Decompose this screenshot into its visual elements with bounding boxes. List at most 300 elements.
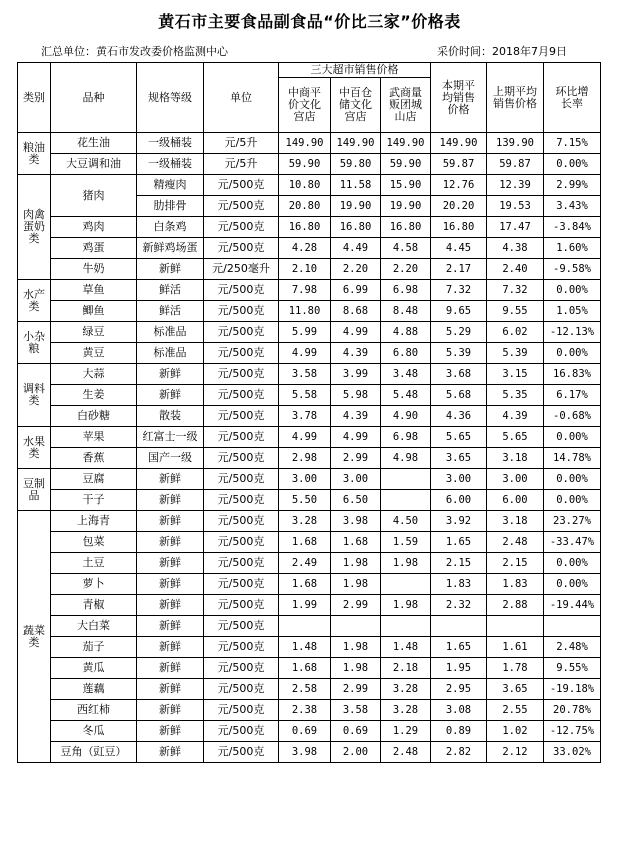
- store1-price: 1.68: [279, 658, 331, 679]
- item-cell: 苹果: [51, 427, 137, 448]
- store1-price: 59.90: [279, 154, 331, 175]
- store2-price: 6.99: [331, 280, 381, 301]
- previous-avg: 6.00: [487, 490, 544, 511]
- current-avg: 5.68: [431, 385, 487, 406]
- store3-price: 4.50: [381, 511, 431, 532]
- spec-cell: 一级桶装: [137, 154, 204, 175]
- current-avg: 7.32: [431, 280, 487, 301]
- store2-price: 1.98: [331, 574, 381, 595]
- previous-avg: 6.02: [487, 322, 544, 343]
- current-avg: 16.80: [431, 217, 487, 238]
- store3-price: [381, 574, 431, 595]
- previous-avg: 139.90: [487, 133, 544, 154]
- current-avg: 3.00: [431, 469, 487, 490]
- unit-cell: 元/5升: [204, 133, 279, 154]
- store3-price: 2.18: [381, 658, 431, 679]
- unit-cell: 元/500克: [204, 553, 279, 574]
- unit-cell: 元/500克: [204, 217, 279, 238]
- store3-price: 15.90: [381, 175, 431, 196]
- store3-price: 1.59: [381, 532, 431, 553]
- unit-cell: 元/500克: [204, 196, 279, 217]
- item-cell: 莲藕: [51, 679, 137, 700]
- spec-cell: 标准品: [137, 322, 204, 343]
- unit-cell: 元/500克: [204, 595, 279, 616]
- change-rate: 0.00%: [544, 427, 601, 448]
- store1-price: 5.99: [279, 322, 331, 343]
- spec-cell: 新鲜鸡场蛋: [137, 238, 204, 259]
- spec-cell: 国产一级: [137, 448, 204, 469]
- unit-cell: 元/500克: [204, 700, 279, 721]
- header-unit: 单位: [204, 63, 279, 133]
- change-rate: -19.44%: [544, 595, 601, 616]
- store1-price: 0.69: [279, 721, 331, 742]
- store2-price: 3.98: [331, 511, 381, 532]
- previous-avg: 59.87: [487, 154, 544, 175]
- store3-price: 2.20: [381, 259, 431, 280]
- unit-cell: 元/500克: [204, 532, 279, 553]
- item-cell: 黄瓜: [51, 658, 137, 679]
- table-row: [18, 133, 601, 154]
- current-avg: 12.76: [431, 175, 487, 196]
- spec-cell: 新鲜: [137, 616, 204, 637]
- table-row: [18, 301, 601, 322]
- change-rate: 20.78%: [544, 700, 601, 721]
- change-rate: -12.75%: [544, 721, 601, 742]
- previous-avg: 5.35: [487, 385, 544, 406]
- store3-price: 1.29: [381, 721, 431, 742]
- spec-cell: 新鲜: [137, 679, 204, 700]
- table-row: [18, 742, 601, 763]
- store1-price: 2.98: [279, 448, 331, 469]
- previous-avg: 2.12: [487, 742, 544, 763]
- change-rate: 0.00%: [544, 553, 601, 574]
- store3-price: 3.28: [381, 679, 431, 700]
- store3-price: 8.48: [381, 301, 431, 322]
- current-avg: 6.00: [431, 490, 487, 511]
- previous-avg: 2.15: [487, 553, 544, 574]
- current-avg: 5.29: [431, 322, 487, 343]
- item-cell: 萝卜: [51, 574, 137, 595]
- header-change: 环比增长率: [544, 63, 601, 133]
- header-current-avg: 本期平均销售价格: [431, 63, 487, 133]
- unit-cell: 元/500克: [204, 721, 279, 742]
- store3-price: 4.88: [381, 322, 431, 343]
- store2-price: 2.00: [331, 742, 381, 763]
- table-row: [18, 217, 601, 238]
- item-cell: 黄豆: [51, 343, 137, 364]
- current-avg: 2.95: [431, 679, 487, 700]
- change-rate: 7.15%: [544, 133, 601, 154]
- price-table: [17, 62, 601, 763]
- unit-cell: 元/500克: [204, 490, 279, 511]
- current-avg: [431, 616, 487, 637]
- previous-avg: [487, 616, 544, 637]
- previous-avg: 3.18: [487, 448, 544, 469]
- header-item: 品种: [51, 63, 137, 133]
- store2-price: 3.58: [331, 700, 381, 721]
- item-cell: 香蕉: [51, 448, 137, 469]
- change-rate: 2.48%: [544, 637, 601, 658]
- store2-price: 4.49: [331, 238, 381, 259]
- previous-avg: 5.39: [487, 343, 544, 364]
- store1-price: 3.98: [279, 742, 331, 763]
- store2-price: 1.98: [331, 637, 381, 658]
- unit-cell: 元/500克: [204, 679, 279, 700]
- spec-cell: 鲜活: [137, 301, 204, 322]
- previous-avg: 3.00: [487, 469, 544, 490]
- store3-price: 1.48: [381, 637, 431, 658]
- unit-cell: 元/500克: [204, 637, 279, 658]
- store2-price: 2.99: [331, 448, 381, 469]
- previous-avg: 7.32: [487, 280, 544, 301]
- header-store-2: 中百仓储文化宫店: [331, 78, 381, 133]
- item-cell: 牛奶: [51, 259, 137, 280]
- change-rate: -0.68%: [544, 406, 601, 427]
- store3-price: 6.98: [381, 427, 431, 448]
- store1-price: 149.90: [279, 133, 331, 154]
- change-rate: 14.78%: [544, 448, 601, 469]
- item-cell: 鸡肉: [51, 217, 137, 238]
- store1-price: 2.10: [279, 259, 331, 280]
- previous-avg: 1.02: [487, 721, 544, 742]
- change-rate: -3.84%: [544, 217, 601, 238]
- change-rate: 2.99%: [544, 175, 601, 196]
- store3-price: 6.80: [381, 343, 431, 364]
- store2-price: 1.98: [331, 658, 381, 679]
- unit-cell: 元/500克: [204, 742, 279, 763]
- current-avg: 3.68: [431, 364, 487, 385]
- store1-price: 20.80: [279, 196, 331, 217]
- spec-cell: 新鲜: [137, 259, 204, 280]
- unit-cell: 元/500克: [204, 658, 279, 679]
- store2-price: 59.80: [331, 154, 381, 175]
- store2-price: 1.98: [331, 553, 381, 574]
- change-rate: -19.18%: [544, 679, 601, 700]
- unit-cell: 元/500克: [204, 322, 279, 343]
- previous-avg: 1.78: [487, 658, 544, 679]
- store1-price: 3.28: [279, 511, 331, 532]
- spec-cell: 精瘦肉: [137, 175, 204, 196]
- current-avg: 1.65: [431, 532, 487, 553]
- category-cell: 肉禽蛋奶类: [18, 175, 51, 280]
- unit-cell: 元/500克: [204, 364, 279, 385]
- header-store-1: 中商平价文化宫店: [279, 78, 331, 133]
- current-avg: 3.65: [431, 448, 487, 469]
- store3-price: 6.98: [381, 280, 431, 301]
- unit-cell: 元/500克: [204, 427, 279, 448]
- table-row: [18, 490, 601, 511]
- current-avg: 3.08: [431, 700, 487, 721]
- header-previous-avg: 上期平均销售价格: [487, 63, 544, 133]
- previous-avg: 2.88: [487, 595, 544, 616]
- store1-price: 4.28: [279, 238, 331, 259]
- change-rate: 9.55%: [544, 658, 601, 679]
- store2-price: 6.50: [331, 490, 381, 511]
- store1-price: 2.58: [279, 679, 331, 700]
- unit-cell: 元/500克: [204, 574, 279, 595]
- category-cell: 水果类: [18, 427, 51, 469]
- unit-cell: 元/500克: [204, 448, 279, 469]
- table-row: [18, 280, 601, 301]
- item-cell: 土豆: [51, 553, 137, 574]
- previous-avg: 3.15: [487, 364, 544, 385]
- item-cell: 花生油: [51, 133, 137, 154]
- table-row: [18, 658, 601, 679]
- current-avg: 0.89: [431, 721, 487, 742]
- change-rate: 0.00%: [544, 343, 601, 364]
- item-cell: 鸡蛋: [51, 238, 137, 259]
- store2-price: 3.99: [331, 364, 381, 385]
- category-cell: 调料类: [18, 364, 51, 427]
- previous-avg: 1.83: [487, 574, 544, 595]
- current-avg: 1.83: [431, 574, 487, 595]
- header-spec: 规格等级: [137, 63, 204, 133]
- previous-avg: 5.65: [487, 427, 544, 448]
- unit-cell: 元/500克: [204, 301, 279, 322]
- spec-cell: 新鲜: [137, 511, 204, 532]
- store2-price: 2.99: [331, 679, 381, 700]
- store2-price: 0.69: [331, 721, 381, 742]
- table-row: [18, 343, 601, 364]
- previous-avg: 2.48: [487, 532, 544, 553]
- store3-price: 19.90: [381, 196, 431, 217]
- table-row: [18, 700, 601, 721]
- store1-price: 5.50: [279, 490, 331, 511]
- current-avg: 149.90: [431, 133, 487, 154]
- store2-price: 4.39: [331, 406, 381, 427]
- previous-avg: 17.47: [487, 217, 544, 238]
- spec-cell: 散装: [137, 406, 204, 427]
- page-title: 黄石市主要食品副食品“价比三家”价格表: [158, 12, 461, 31]
- previous-avg: 12.39: [487, 175, 544, 196]
- category-cell: 蔬菜类: [18, 511, 51, 763]
- spec-cell: 肋排骨: [137, 196, 204, 217]
- store1-price: 4.99: [279, 427, 331, 448]
- table-row: [18, 322, 601, 343]
- table-row: [18, 595, 601, 616]
- store2-price: 5.98: [331, 385, 381, 406]
- unit-cell: 元/500克: [204, 406, 279, 427]
- previous-avg: 3.18: [487, 511, 544, 532]
- current-avg: 20.20: [431, 196, 487, 217]
- table-row: [18, 511, 601, 532]
- table-row: [18, 616, 601, 637]
- current-avg: 2.17: [431, 259, 487, 280]
- spec-cell: 新鲜: [137, 385, 204, 406]
- change-rate: -12.13%: [544, 322, 601, 343]
- store3-price: [381, 616, 431, 637]
- store2-price: 149.90: [331, 133, 381, 154]
- category-cell: 豆制品: [18, 469, 51, 511]
- change-rate: -33.47%: [544, 532, 601, 553]
- change-rate: 16.83%: [544, 364, 601, 385]
- header-store-3: 武商量贩团城山店: [381, 78, 431, 133]
- store2-price: 8.68: [331, 301, 381, 322]
- spec-cell: 新鲜: [137, 532, 204, 553]
- store2-price: 4.99: [331, 427, 381, 448]
- store3-price: 16.80: [381, 217, 431, 238]
- current-avg: 1.65: [431, 637, 487, 658]
- current-avg: 4.36: [431, 406, 487, 427]
- item-cell: 草鱼: [51, 280, 137, 301]
- change-rate: 3.43%: [544, 196, 601, 217]
- store1-price: 2.49: [279, 553, 331, 574]
- store2-price: 3.00: [331, 469, 381, 490]
- table-row: [18, 259, 601, 280]
- item-cell: 干子: [51, 490, 137, 511]
- item-cell: 鲫鱼: [51, 301, 137, 322]
- unit-cell: 元/500克: [204, 238, 279, 259]
- previous-avg: 4.38: [487, 238, 544, 259]
- item-cell: 大蒜: [51, 364, 137, 385]
- table-row: [18, 175, 601, 196]
- previous-avg: 3.65: [487, 679, 544, 700]
- store3-price: 5.48: [381, 385, 431, 406]
- table-body: [18, 133, 601, 763]
- change-rate: 0.00%: [544, 154, 601, 175]
- change-rate: 0.00%: [544, 280, 601, 301]
- change-rate: 0.00%: [544, 469, 601, 490]
- current-avg: 3.92: [431, 511, 487, 532]
- change-rate: -9.58%: [544, 259, 601, 280]
- current-avg: 5.39: [431, 343, 487, 364]
- spec-cell: 新鲜: [137, 595, 204, 616]
- store3-price: 4.98: [381, 448, 431, 469]
- store2-price: 4.39: [331, 343, 381, 364]
- store1-price: 3.58: [279, 364, 331, 385]
- previous-avg: 2.40: [487, 259, 544, 280]
- item-cell: 茄子: [51, 637, 137, 658]
- collection-time: 采价时间：2018年7月9日: [437, 45, 567, 58]
- unit-cell: 元/500克: [204, 616, 279, 637]
- store1-price: 1.99: [279, 595, 331, 616]
- store1-price: 16.80: [279, 217, 331, 238]
- previous-avg: 4.39: [487, 406, 544, 427]
- change-rate: 0.00%: [544, 490, 601, 511]
- store2-price: 2.99: [331, 595, 381, 616]
- store3-price: [381, 469, 431, 490]
- item-cell: 豆角（豇豆）: [51, 742, 137, 763]
- unit-cell: 元/5升: [204, 154, 279, 175]
- table-row: [18, 553, 601, 574]
- store3-price: 4.58: [381, 238, 431, 259]
- unit-cell: 元/500克: [204, 175, 279, 196]
- spec-cell: 一级桶装: [137, 133, 204, 154]
- unit-cell: 元/500克: [204, 469, 279, 490]
- unit-cell: 元/500克: [204, 511, 279, 532]
- table-row: [18, 448, 601, 469]
- table-row: [18, 364, 601, 385]
- store1-price: 4.99: [279, 343, 331, 364]
- change-rate: 23.27%: [544, 511, 601, 532]
- current-avg: 2.32: [431, 595, 487, 616]
- item-cell: 上海青: [51, 511, 137, 532]
- spec-cell: 白条鸡: [137, 217, 204, 238]
- table-row: [18, 406, 601, 427]
- spec-cell: 新鲜: [137, 574, 204, 595]
- unit-cell: 元/500克: [204, 343, 279, 364]
- spec-cell: 新鲜: [137, 700, 204, 721]
- store3-price: 59.90: [381, 154, 431, 175]
- current-avg: 1.95: [431, 658, 487, 679]
- change-rate: 1.05%: [544, 301, 601, 322]
- change-rate: [544, 616, 601, 637]
- store1-price: 11.80: [279, 301, 331, 322]
- current-avg: 5.65: [431, 427, 487, 448]
- store1-price: 2.38: [279, 700, 331, 721]
- store1-price: 1.68: [279, 532, 331, 553]
- category-cell: 水产类: [18, 280, 51, 322]
- category-cell: 粮油类: [18, 133, 51, 175]
- store1-price: 1.68: [279, 574, 331, 595]
- store1-price: 7.98: [279, 280, 331, 301]
- table-row: [18, 574, 601, 595]
- store1-price: [279, 616, 331, 637]
- store1-price: 3.00: [279, 469, 331, 490]
- store1-price: 10.80: [279, 175, 331, 196]
- previous-avg: 1.61: [487, 637, 544, 658]
- spec-cell: 新鲜: [137, 637, 204, 658]
- current-avg: 59.87: [431, 154, 487, 175]
- store2-price: 2.20: [331, 259, 381, 280]
- spec-cell: 新鲜: [137, 553, 204, 574]
- header-supermarket-group: 三大超市销售价格: [279, 63, 431, 78]
- store2-price: 19.90: [331, 196, 381, 217]
- spec-cell: 标准品: [137, 343, 204, 364]
- item-cell: 青椒: [51, 595, 137, 616]
- change-rate: 0.00%: [544, 574, 601, 595]
- summary-unit: 汇总单位：黄石市发改委价格监测中心: [41, 45, 228, 58]
- item-cell: 西红柿: [51, 700, 137, 721]
- spec-cell: 新鲜: [137, 469, 204, 490]
- store1-price: 1.48: [279, 637, 331, 658]
- item-cell: 冬瓜: [51, 721, 137, 742]
- spec-cell: 新鲜: [137, 364, 204, 385]
- item-cell: 猪肉: [51, 175, 137, 217]
- change-rate: 1.60%: [544, 238, 601, 259]
- store1-price: 3.78: [279, 406, 331, 427]
- spec-cell: 新鲜: [137, 658, 204, 679]
- item-cell: 豆腐: [51, 469, 137, 490]
- store3-price: 1.98: [381, 595, 431, 616]
- unit-cell: 元/500克: [204, 385, 279, 406]
- spec-cell: 新鲜: [137, 721, 204, 742]
- table-row: [18, 469, 601, 490]
- current-avg: 2.82: [431, 742, 487, 763]
- current-avg: 2.15: [431, 553, 487, 574]
- table-row: [18, 154, 601, 175]
- store2-price: 16.80: [331, 217, 381, 238]
- current-avg: 9.65: [431, 301, 487, 322]
- item-cell: 白砂糖: [51, 406, 137, 427]
- previous-avg: 9.55: [487, 301, 544, 322]
- store3-price: 1.98: [381, 553, 431, 574]
- change-rate: 33.02%: [544, 742, 601, 763]
- store3-price: 3.28: [381, 700, 431, 721]
- item-cell: 生姜: [51, 385, 137, 406]
- store2-price: 4.99: [331, 322, 381, 343]
- spec-cell: 鲜活: [137, 280, 204, 301]
- header-category: 类别: [18, 63, 51, 133]
- item-cell: 绿豆: [51, 322, 137, 343]
- item-cell: 包菜: [51, 532, 137, 553]
- store3-price: [381, 490, 431, 511]
- category-cell: 小杂粮: [18, 322, 51, 364]
- item-cell: 大豆调和油: [51, 154, 137, 175]
- previous-avg: 2.55: [487, 700, 544, 721]
- store2-price: 1.68: [331, 532, 381, 553]
- store2-price: 11.58: [331, 175, 381, 196]
